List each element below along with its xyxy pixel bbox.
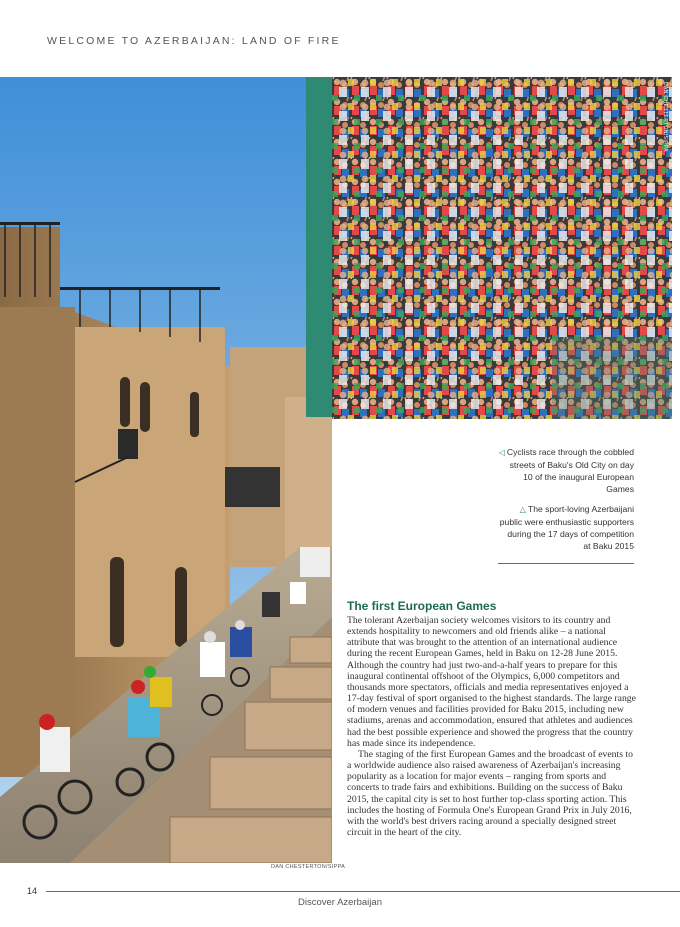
caption-crowd bbox=[498, 503, 634, 552]
footer-divider bbox=[46, 891, 680, 892]
article-body bbox=[347, 599, 639, 838]
green-accent-strip bbox=[306, 77, 332, 417]
article-heading: The first European Games bbox=[347, 599, 497, 613]
caption-crowd-text: The sport-loving Azerbaijani public were enthusiastic supporters during the 17 days of competition at Baku 2015 bbox=[499, 504, 634, 551]
street-photo-credit: DAN CHESTERTON/SIPPA bbox=[271, 864, 346, 870]
triangle-up-icon: △ bbox=[519, 505, 526, 514]
article-paragraph-1: The tolerant Azerbaijan society welcomes visitors to its country and extends hospitality to newcomers and old friends alike – a national attribute that was brought to the attention of an international audience during the recent European Games, held in Baku on 12-28 June 2015. Although the country had just two-and-a-half years to prepare for this inaugural continental offshoot of the Olympics, 6,000 competitors and thousands more spectators, officials and media representatives enjoyed a 17-day festival of sport organised to the highest standards. The large range of modern venues and facilities provided for Baku 2015, including new stadiums, arenas and accommodation, ensured that athletes and audiences had the best possible experience and showed the progress that the country has made since its independence. bbox=[347, 615, 636, 749]
caption-cyclists bbox=[498, 446, 634, 495]
cyclists-street-photo bbox=[0, 77, 332, 863]
caption-cyclists-text: Cyclists race through the cobbled streets of Baku's Old City on day 10 of the inaugural European Games bbox=[506, 447, 634, 494]
triangle-left-icon: ◁ bbox=[498, 448, 505, 457]
crowd-photo-credit: DAN CHESTERTON/SIPPA bbox=[662, 82, 668, 152]
publication-title: Discover Azerbaijan bbox=[298, 897, 382, 908]
crowd-supporters-photo bbox=[332, 77, 672, 419]
article-paragraph-2: The staging of the first European Games and the broadcast of events to a worldwide audience also raised awareness of Azerbaijan's increasing popularity as a location for major events – ranging from sports and concerts to trade fairs and exhibitions. Building on the success of Baku 2015, the capital city is set to host further top-class sporting action. This includes the hosting of Formula One's European Grand Prix in July 2016, with the world's best drivers racing around a specially designed street circuit in the heart of the city. bbox=[347, 748, 633, 838]
page-header-title: WELCOME TO AZERBAIJAN: LAND OF FIRE bbox=[47, 35, 341, 47]
caption-divider bbox=[498, 563, 634, 564]
page-number: 14 bbox=[27, 886, 38, 896]
photo-captions bbox=[498, 446, 634, 560]
